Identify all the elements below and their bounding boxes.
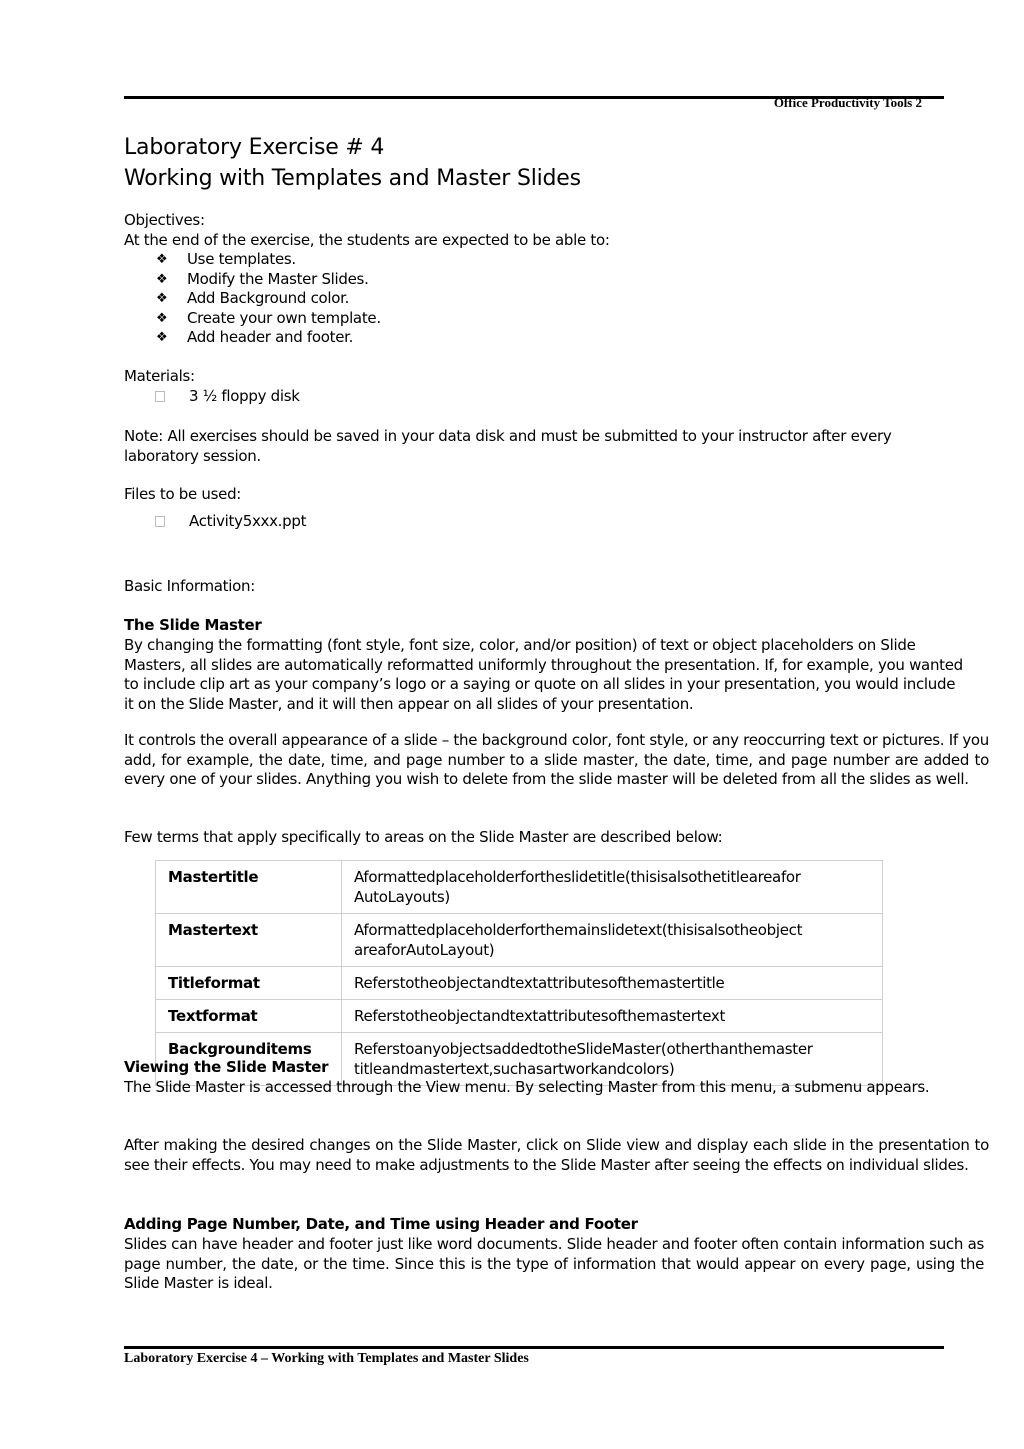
materials-item: 3 ½ floppy disk — [155, 387, 300, 407]
table-row — [156, 967, 883, 1000]
term-cell: Mastertitle — [156, 861, 342, 914]
list-item: ❖ Use templates. — [156, 250, 296, 268]
diamond-bullet-icon: ❖ — [156, 271, 168, 287]
desc-cell: Referstotheobjectandtextattributesofthemastertitle — [342, 967, 883, 1000]
viewing-heading: Viewing the Slide Master — [124, 1058, 329, 1076]
viewing-p2: After making the desired changes on the Slide Master, click on Slide view and display each slide in the presentation to see their effects. You may need to make adjustments to the Slide Master after seeing the effects on individual slides. — [124, 1136, 989, 1174]
diamond-bullet-icon: ❖ — [156, 252, 168, 267]
objectives-list — [124, 250, 381, 348]
exercise-title: Laboratory Exercise # 4 — [124, 135, 385, 160]
slide-master-p1: By changing the formatting (font style, font size, color, and/or position) of text or object placeholders on Slide Masters, all slides are automatically reformatted uniformly throughout the presentation. If, for example, you wanted to include clip art as your company’s logo or a saying or quote on all slides in your presentation, you would include it on the Slide Master, and it will then appear on all slides of your presentation. — [124, 636, 963, 713]
diamond-bullet-icon: ❖ — [156, 310, 168, 326]
table-row — [156, 861, 883, 914]
term-cell: Textformat — [156, 1000, 342, 1033]
slide-master-p2: It controls the overall appearance of a slide – the background color, font style, or any reoccurring text or pictures. If you add, for example, the date, time, and page number to a slide master, the date, time, and page number are added to every one of your slides. Anything you wish to delete from the slide master will be deleted from all the slides as well. — [124, 731, 989, 788]
list-item: ❖ Add Background color. — [156, 289, 350, 307]
diamond-bullet-icon: ❖ — [156, 330, 168, 345]
materials-heading: Materials: — [124, 367, 195, 385]
checkbox-bullet-icon — [155, 516, 165, 527]
files-heading: Files to be used: — [124, 485, 242, 503]
diamond-bullet-icon: ❖ — [156, 291, 168, 306]
note-text: Note: All exercises should be saved in your data disk and must be submitted to your instructor after every laboratory session. — [124, 427, 892, 465]
term-cell: Mastertext — [156, 914, 342, 967]
terms-table — [155, 860, 883, 1086]
desc-cell: Referstotheobjectandtextattributesofthemastertext — [342, 1000, 883, 1033]
footer-text: Laboratory Exercise 4 – Working with Templates and Master Slides — [124, 1351, 529, 1366]
exercise-subtitle: Working with Templates and Master Slides — [124, 166, 581, 191]
header-footer-heading: Adding Page Number, Date, and Time using Header and Footer — [124, 1215, 638, 1233]
list-item: ❖ Modify the Master Slides. — [156, 269, 369, 288]
viewing-p1: The Slide Master is accessed through the View menu. By selecting Master from this menu, a submenu appears. — [124, 1078, 930, 1096]
footer-rule — [124, 1346, 944, 1349]
term-cell: Titleformat — [156, 967, 342, 1000]
objectives-intro: At the end of the exercise, the students are expected to be able to: — [124, 231, 610, 249]
header-footer-p1: Slides can have header and footer just like word documents. Slide header and footer often contain information such as page number, the date, or the time. Since this is the type of information that would appear on every page, using the Slide Master is ideal. — [124, 1235, 984, 1292]
basic-info-heading: Basic Information: — [124, 577, 255, 595]
list-item: ❖ Add header and footer. — [156, 328, 354, 346]
table-row — [156, 914, 883, 967]
slide-master-heading: The Slide Master — [124, 616, 262, 634]
slide-master-p3: Few terms that apply specifically to areas on the Slide Master are described below: — [124, 828, 723, 846]
checkbox-bullet-icon — [155, 391, 165, 402]
objectives-heading: Objectives: — [124, 211, 205, 229]
list-item: ❖ Create your own template. — [156, 308, 381, 327]
term-cell: Backgrounditems — [156, 1033, 342, 1086]
header-text: Office Productivity Tools 2 — [773, 95, 922, 110]
desc-cell: Aformattedplaceholderforthemainslidetext(thisisalsotheobject areaforAutoLayout) — [342, 914, 883, 967]
table-row — [156, 1000, 883, 1033]
files-item: Activity5xxx.ppt — [155, 512, 306, 532]
desc-cell: Aformattedplaceholderfortheslidetitle(thisisalsothetitleareafor AutoLayouts) — [342, 861, 883, 914]
desc-cell: ReferstoanyobjectsaddedtotheSlideMaster(otherthanthemaster titleandmastertext,suchasartworkandcolors) — [342, 1033, 883, 1086]
